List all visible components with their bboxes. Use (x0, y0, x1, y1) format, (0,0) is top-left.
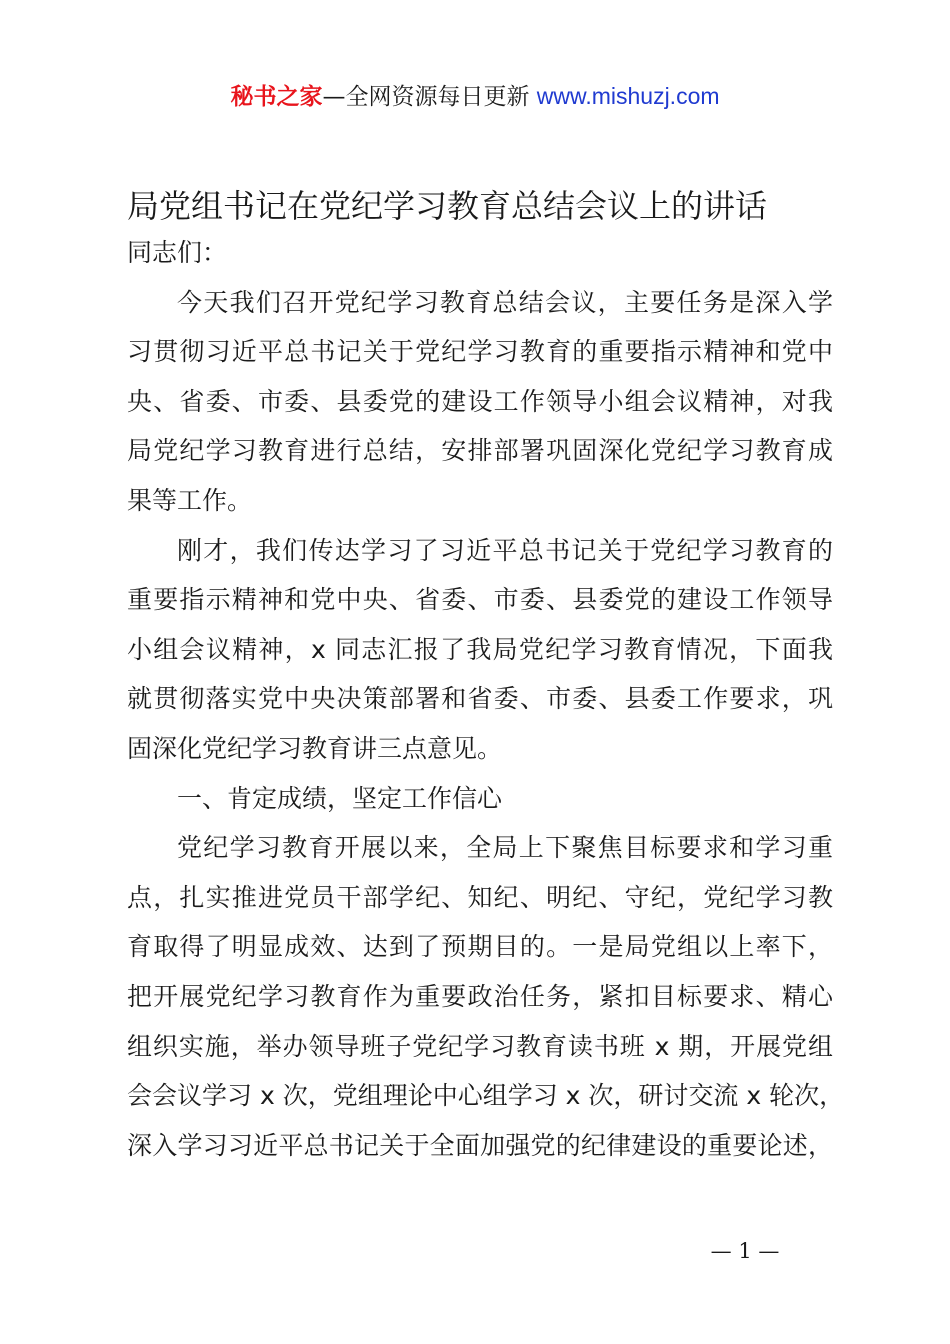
page-number: — 1 — (710, 1239, 780, 1263)
document-title: 局党组书记在党纪学习教育总结会议上的讲话 (127, 187, 768, 225)
paragraph-line: 局党纪学习教育进行总结，安排部署巩固深化党纪学习教育成 (127, 436, 833, 466)
paragraph-line: 今天我们召开党纪学习教育总结会议，主要任务是深入学 (177, 287, 833, 317)
paragraph-line: 会会议学习 x 次，党组理论中心组学习 x 次，研讨交流 x 轮次， (127, 1081, 845, 1111)
site-header-banner (0, 80, 950, 113)
document-body (127, 228, 845, 1170)
paragraph-line: 党纪学习教育开展以来，全局上下聚焦目标要求和学习重 (177, 833, 833, 863)
paragraph-line: 育取得了明显成效、达到了预期目的。一是局党组以上率下， (127, 932, 833, 962)
site-url-link[interactable]: www.mishuzj.com (536, 83, 720, 109)
paragraph-line: 习贯彻习近平总书记关于党纪学习教育的重要指示精神和党中 (127, 337, 833, 367)
paragraph-line: 刚才，我们传达学习了习近平总书记关于党纪学习教育的 (177, 535, 833, 565)
paragraph-line: 组织实施，举办领导班子党纪学习教育读书班 x 期，开展党组 (127, 1031, 833, 1061)
paragraph-line: 固深化党纪学习教育讲三点意见。 (127, 733, 503, 763)
paragraph-line: 把开展党纪学习教育作为重要政治任务，紧扣目标要求、精心 (127, 981, 833, 1011)
paragraph-line: 果等工作。 (127, 485, 253, 515)
paragraph-transition (127, 526, 833, 774)
paragraph-line: 就贯彻落实党中央决策部署和省委、市委、县委工作要求，巩 (127, 684, 833, 714)
paragraph-line: 小组会议精神，x 同志汇报了我局党纪学习教育情况，下面我 (127, 634, 833, 664)
section-heading: 一、肯定成绩，坚定工作信心 (177, 783, 503, 813)
paragraph-opening (127, 278, 833, 526)
paragraph-line: 重要指示精神和党中央、省委、市委、县委党的建设工作领导 (127, 585, 833, 615)
header-tagline: —全网资源每日更新 (322, 84, 530, 110)
paragraph-line: 点，扎实推进党员干部学纪、知纪、明纪、守纪，党纪学习教 (127, 882, 833, 912)
paragraph-line: 深入学习习近平总书记关于全面加强党的纪律建设的重要论述， (127, 1130, 833, 1160)
salutation: 同志们： (127, 238, 228, 267)
brand-name: 秘书之家 (230, 84, 323, 110)
paragraph-line: 央、省委、市委、县委党的建设工作领导小组会议精神，对我 (127, 386, 833, 416)
paragraph-achievements (127, 823, 845, 1170)
